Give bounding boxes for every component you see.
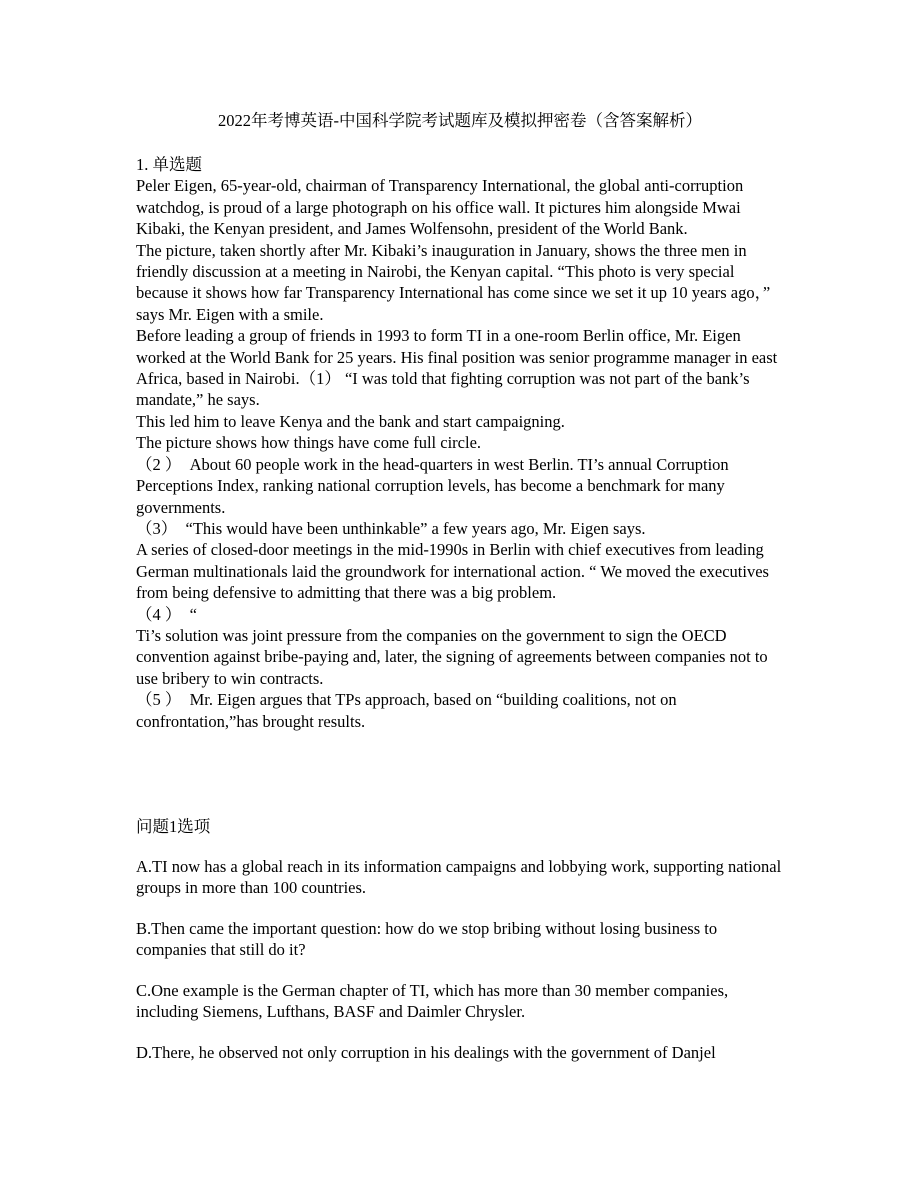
- question-label: 问题1选项: [136, 817, 211, 836]
- passage-paragraph: This led him to leave Kenya and the bank and start campaigning.: [136, 411, 565, 431]
- option-d: D.There, he observed not only corruption in his dealings with the government of Danjel: [136, 1043, 716, 1062]
- option-a: A.TI now has a global reach in its information campaigns and lobbying work, supporting national groups in more than 100 countries.: [136, 857, 782, 897]
- document-title: 2022年考博英语-中国科学院考试题库及模拟押密卷（含答案解析）: [218, 111, 702, 130]
- passage-paragraph: Ti’s solution was joint pressure from the companies on the government to sign the OECD convention against bribe-paying and, later, the signing of agreements between companies not to use bribery to win contracts.: [136, 625, 768, 688]
- passage-paragraph: Before leading a group of friends in 1993 to form TI in a one-room Berlin office, Mr. Eigen worked at the World Bank for 25 years. His final position was senior programme manager in east Africa, based in Nairobi.（1） “I was told that fighting corruption was not part of the bank’s mandate,” he says.: [136, 326, 778, 410]
- passage-paragraph: （3） “This would have been unthinkable” a few years ago, Mr. Eigen says.: [136, 518, 646, 538]
- option-c: C.One example is the German chapter of TI, which has more than 30 member companies, including Siemens, Lufthans, BASF and Daimler Chrysler.: [136, 981, 729, 1021]
- passage-paragraph: （2 ） About 60 people work in the head-quarters in west Berlin. TI’s annual Corruption Perceptions Index, ranking national corruption levels, has become a benchmark for many governments.: [136, 454, 729, 517]
- passage-paragraph: （4 ） “: [136, 604, 197, 624]
- option-b: B.Then came the important question: how do we stop bribing without losing business to companies that still do it?: [136, 919, 718, 959]
- passage-paragraph: （5 ） Mr. Eigen argues that TPs approach, based on “building coalitions, not on confrontation,”has brought results.: [136, 690, 677, 731]
- passage-paragraph: Peler Eigen, 65-year-old, chairman of Transparency International, the global anti-corruption watchdog, is proud of a large photograph on his office wall. It pictures him alongside Mwai Kibaki, the Kenyan president, and James Wolfensohn, president of the World Bank.: [136, 176, 744, 239]
- section-heading: 1. 单选题: [136, 155, 202, 174]
- passage-paragraph: The picture shows how things have come full circle.: [136, 433, 482, 453]
- options-section: [136, 816, 788, 1083]
- passage-section: [136, 154, 788, 732]
- passage-paragraph: A series of closed-door meetings in the mid-1990s in Berlin with chief executives from leading German multinationals laid the groundwork for international action. “ We moved the executives from being defensive to admitting that there was a big problem.: [136, 540, 769, 603]
- passage-paragraph: The picture, taken shortly after Mr. Kibaki’s inauguration in January, shows the three men in friendly discussion at a meeting in Nairobi, the Kenyan capital. “This photo is very special because it shows how far Transparency International has come since we set it up 10 years ago，” says Mr. Eigen with a smile.: [136, 240, 771, 324]
